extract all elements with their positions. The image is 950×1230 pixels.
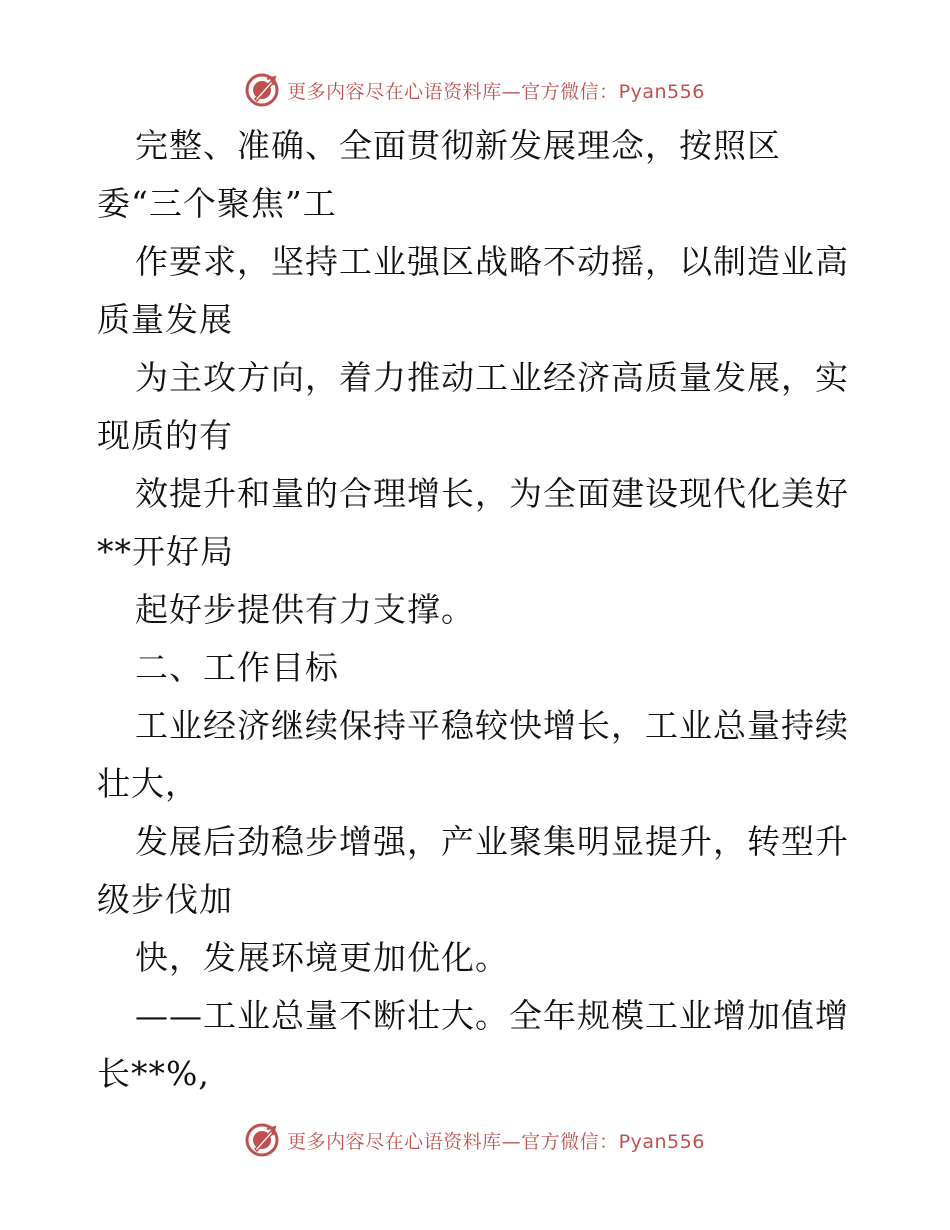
text-line: 为主攻方向，着力推动工业经济高质量发展，实 [135, 358, 849, 397]
text-line: 长**%, [97, 1054, 210, 1093]
text-line: 作要求，坚持工业强区战略不动摇，以制造业高 [135, 242, 849, 281]
text-line: 委“三个聚焦”工 [97, 184, 337, 223]
text-line: 快，发展环境更加优化。 [135, 938, 509, 977]
document-body [97, 117, 857, 1103]
quill-seal-logo-icon [245, 73, 279, 107]
header-banner-text: 更多内容尽在心语资料库—官方微信：Pyan556 [287, 80, 705, 103]
footer-banner [0, 1120, 950, 1160]
text-line: 二、工作目标 [135, 648, 339, 687]
text-line: 壮大， [97, 764, 199, 803]
text-line: ——工业总量不断壮大。全年规模工业增加值增 [135, 996, 849, 1035]
header-banner [0, 70, 950, 110]
text-line: 级步伐加 [97, 880, 233, 919]
text-line: 起好步提供有力支撑。 [135, 590, 475, 629]
text-line: 现质的有 [97, 416, 233, 455]
text-line: 完整、准确、全面贯彻新发展理念，按照区 [135, 126, 781, 165]
text-line: 发展后劲稳步增强，产业聚集明显提升，转型升 [135, 822, 849, 861]
text-line: 工业经济继续保持平稳较快增长，工业总量持续 [135, 706, 849, 745]
text-line: 质量发展 [97, 300, 233, 339]
text-line: 效提升和量的合理增长，为全面建设现代化美好 [135, 474, 849, 513]
footer-banner-text: 更多内容尽在心语资料库—官方微信：Pyan556 [287, 1130, 705, 1153]
text-line: **开好局 [97, 532, 234, 571]
quill-seal-logo-icon [245, 1123, 279, 1157]
